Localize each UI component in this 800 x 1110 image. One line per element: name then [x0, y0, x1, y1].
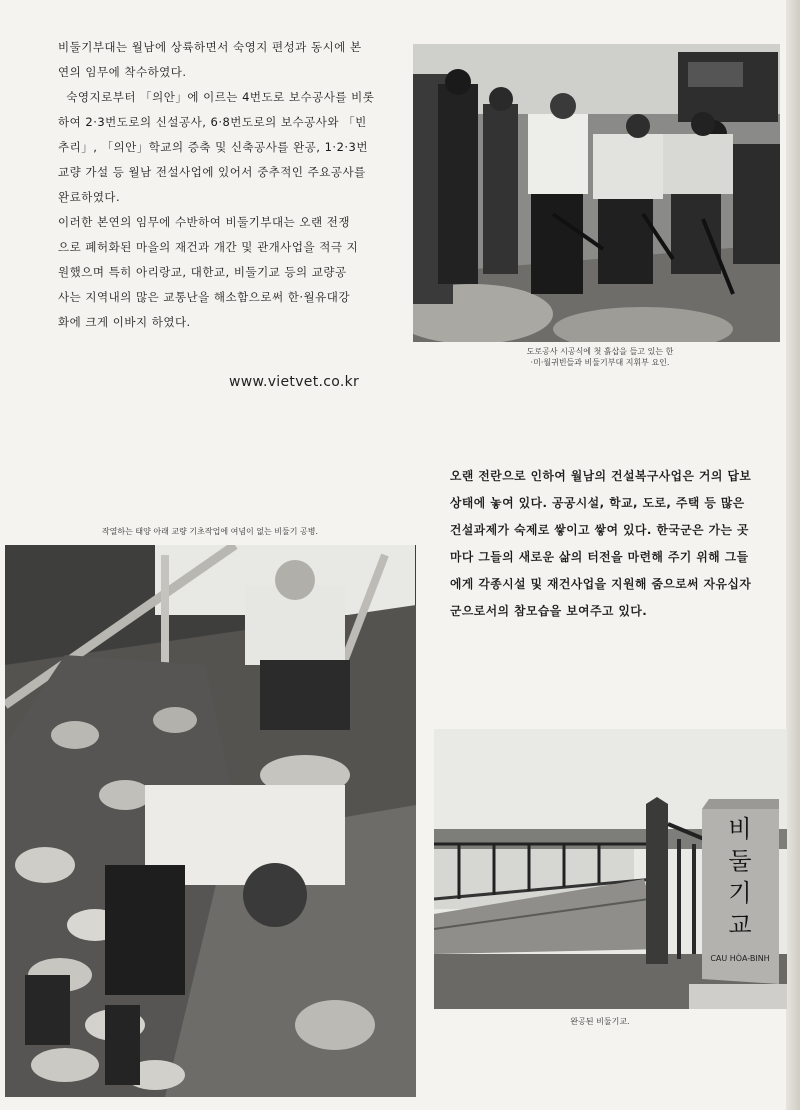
text-line: 추리」, 「의안」학교의 증축 및 신축공사를 완공, 1·2·3번	[58, 140, 368, 154]
marker-korean-char: 기	[728, 879, 752, 907]
marker-latin-inscription: CAU HÒA-BINH	[710, 954, 770, 963]
text-line: 상태에 놓여 있다. 공공시설, 학교, 도로, 주택 등 많은	[450, 496, 745, 510]
marker-korean-char: 둘	[728, 847, 752, 875]
text-line: 마다 그들의 새로운 삶의 터전을 마련해 주기 위해 그들	[450, 550, 749, 564]
text-line: 으로 폐허화된 마을의 재건과 개간 및 관개사업을 적극 지	[58, 240, 359, 254]
text-line: 건설과제가 숙제로 쌓이고 쌓여 있다. 한국군은 가는 곳	[450, 523, 749, 537]
text-line: 사는 지역내의 많은 교통난을 해소함으로써 한·월유대강	[58, 290, 350, 304]
text-line: 하여 2·3번도로의 신설공사, 6·8번도로의 보수공사와 「빈	[58, 115, 367, 129]
text-line: 완료하였다.	[58, 190, 121, 204]
engineers-photo	[5, 545, 416, 1097]
watermark-url: www.vietvet.co.kr	[229, 374, 360, 390]
engineers-caption: 작열하는 태양 아래 교량 기초작업에 여념이 없는 비둘기 공병.	[101, 527, 319, 536]
left-body-text	[58, 42, 374, 342]
caption-line: ·미·월귀빈들과 비둘기부대 지휘부 요인.	[530, 358, 670, 367]
text-line: 원했으며 특히 아리랑교, 대한교, 비둘기교 등의 교량공	[58, 265, 347, 279]
text-line: 연의 임무에 착수하였다.	[58, 65, 187, 79]
text-line: 숙영지로부터 「의안」에 이르는 4번도로 보수공사를 비롯	[58, 90, 375, 104]
text-line: 이러한 본연의 임무에 수반하여 비둘기부대는 오랜 전쟁	[58, 215, 350, 229]
caption-line: 도로공사 시공식에 첫 흙삽을 들고 있는 한	[526, 347, 674, 356]
text-line: 비둘기부대는 월남에 상륙하면서 숙영지 편성과 동시에 본	[58, 40, 362, 54]
page-edge-shadow	[786, 0, 800, 1110]
text-line: 에게 각종시설 및 재건사업을 지원해 줌으로써 자유십자	[450, 577, 752, 591]
text-line: 화에 크게 이바지 하였다.	[58, 315, 191, 329]
marker-korean-char: 교	[728, 911, 752, 939]
marker-korean-char: 비	[728, 815, 752, 843]
bridge-caption: 완공된 비둘기교.	[570, 1017, 630, 1026]
right-body-text	[450, 471, 751, 633]
bridge-photo	[434, 729, 787, 1009]
text-line: 오랜 전란으로 인하여 월남의 건설복구사업은 거의 답보	[450, 469, 752, 483]
text-line: 교량 가설 등 월남 전설사업에 있어서 중추적인 주요공사를	[58, 165, 366, 179]
groundbreaking-photo	[413, 44, 780, 342]
groundbreaking-caption	[470, 346, 730, 368]
text-line: 군으로서의 참모습을 보여주고 있다.	[450, 604, 648, 618]
